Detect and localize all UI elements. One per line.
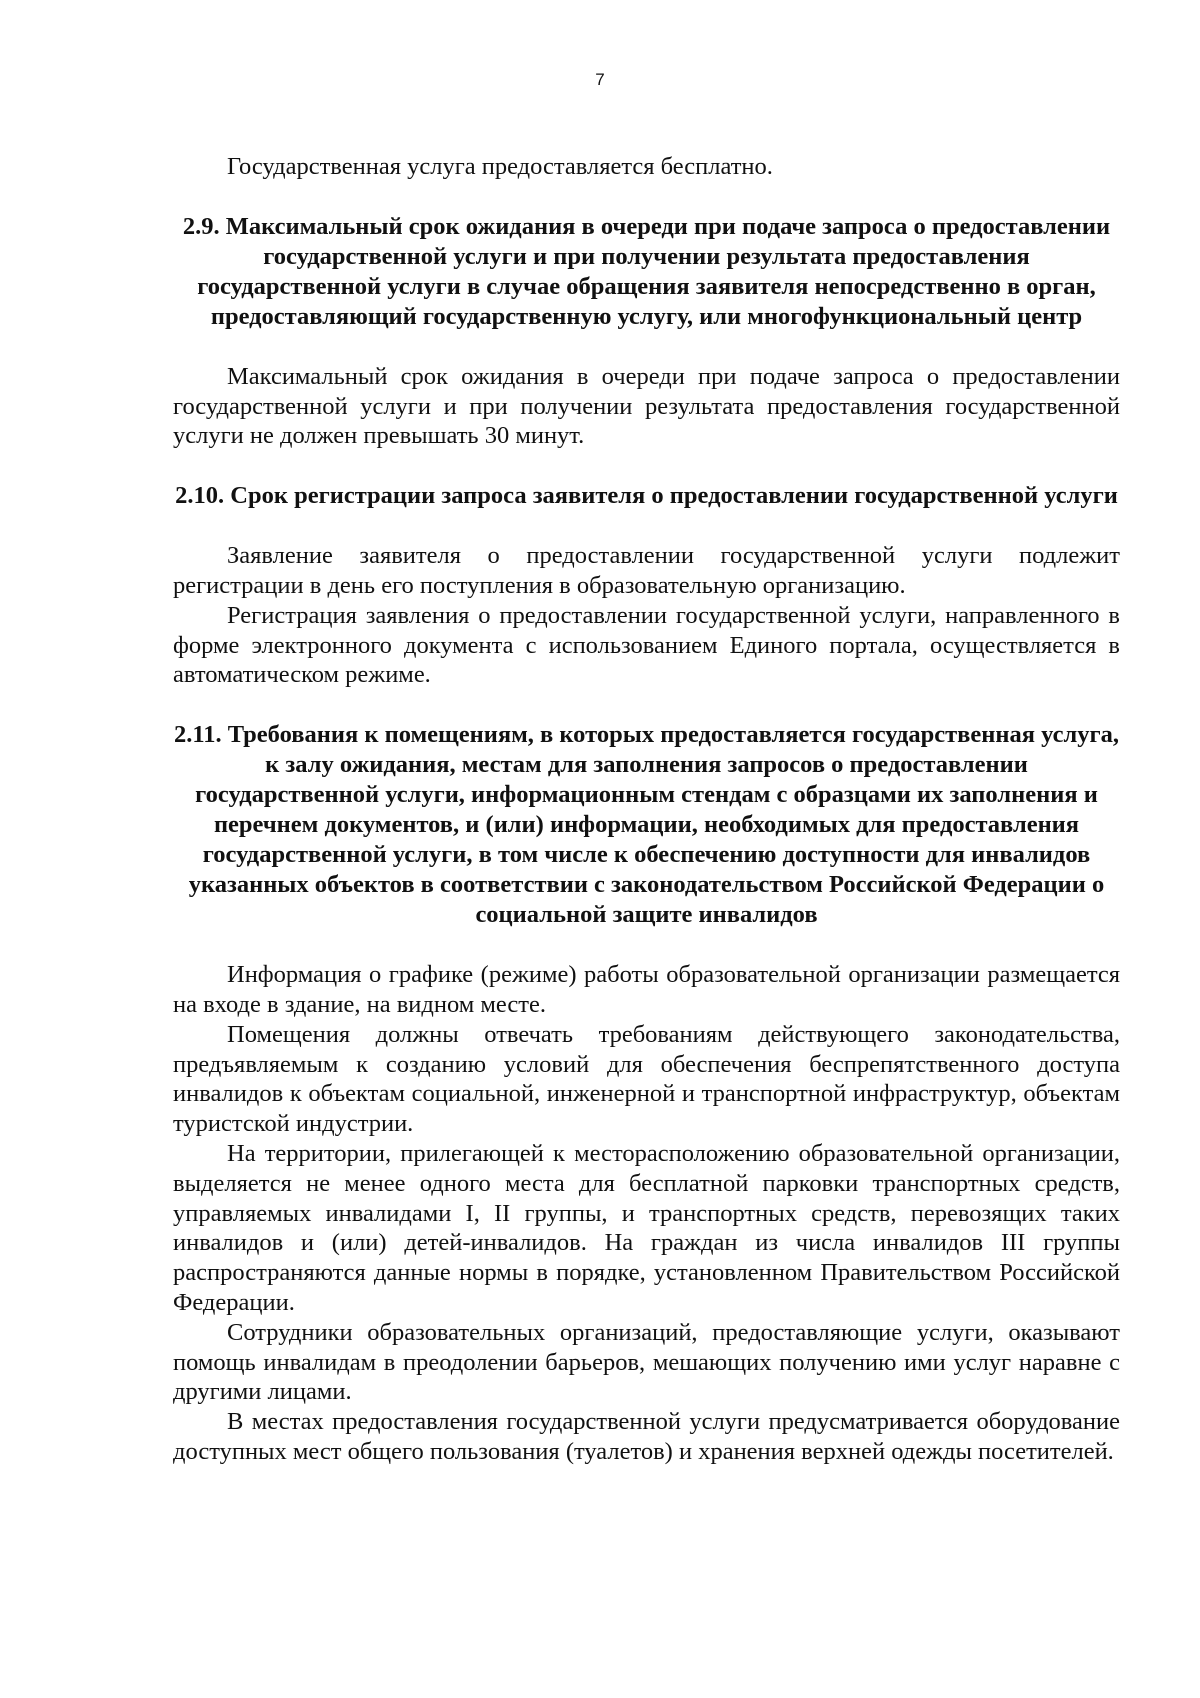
section-heading-2-11: 2.11. Требования к помещениям, в которых предоставляется государственная услуга, к залу ожидания, местам для заполнения запросов о предоставлении государственной услуги, информационным стендам с образцами их заполнения и перечнем документов, и (или) информации, необходимых для предоставления государственной услуги, в том числе к обеспечению доступности для инвалидов указанных объектов в соответствии с законодательством Российской Федерации о социальной защите инвалидов — [174, 721, 1119, 929]
page-number: 7 — [595, 70, 605, 89]
document-body — [173, 152, 1120, 1467]
paragraph: Максимальный срок ожидания в очереди при подаче запроса о предоставлении государственной услуги и при получении результата предоставления государственной услуги не должен превышать 30 минут. — [173, 362, 1120, 450]
paragraph: Регистрация заявления о предоставлении государственной услуги, направленного в форме электронного документа с использованием Единого портала, осуществляется в автоматическом режиме. — [173, 601, 1120, 689]
section-heading-2-10: 2.10. Срок регистрации запроса заявителя о предоставлении государственной услуги — [175, 482, 1118, 510]
paragraph: В местах предоставления государственной услуги предусматривается оборудование доступных мест общего пользования (туалетов) и хранения верхней одежды посетителей. — [173, 1408, 1120, 1465]
paragraph: На территории, прилегающей к месторасположению образовательной организации, выделяется не менее одного места для бесплатной парковки транспортных средств, управляемых инвалидами I, II группы, и транспортных средств, перевозящих таких инвалидов и (или) детей-инвалидов. На граждан из числа инвалидов III группы распространяются данные нормы в порядке, установленном Правительством Российской Федерации. — [173, 1139, 1120, 1316]
paragraph: Сотрудники образовательных организаций, предоставляющие услуги, оказывают помощь инвалидам в преодолении барьеров, мешающих получению ими услуг наравне с другими лицами. — [173, 1318, 1120, 1406]
paragraph: Заявление заявителя о предоставлении государственной услуги подлежит регистрации в день его поступления в образовательную организацию. — [173, 542, 1120, 599]
paragraph: Информация о графике (режиме) работы образовательной организации размещается на входе в здание, на видном месте. — [173, 961, 1120, 1018]
intro-paragraph: Государственная услуга предоставляется бесплатно. — [227, 153, 773, 180]
section-heading-2-9: 2.9. Максимальный срок ожидания в очереди при подаче запроса о предоставлении государственной услуги и при получении результата предоставления государственной услуги в случае обращения заявителя непосредственно в орган, предоставляющий государственную услугу, или многофункциональный центр — [182, 212, 1111, 330]
paragraph: Помещения должны отвечать требованиям действующего законодательства, предъявляемым к созданию условий для обеспечения беспрепятственного доступа инвалидов к объектам социальной, инженерной и транспортной инфраструктур, объектам туристской индустрии. — [173, 1020, 1120, 1138]
